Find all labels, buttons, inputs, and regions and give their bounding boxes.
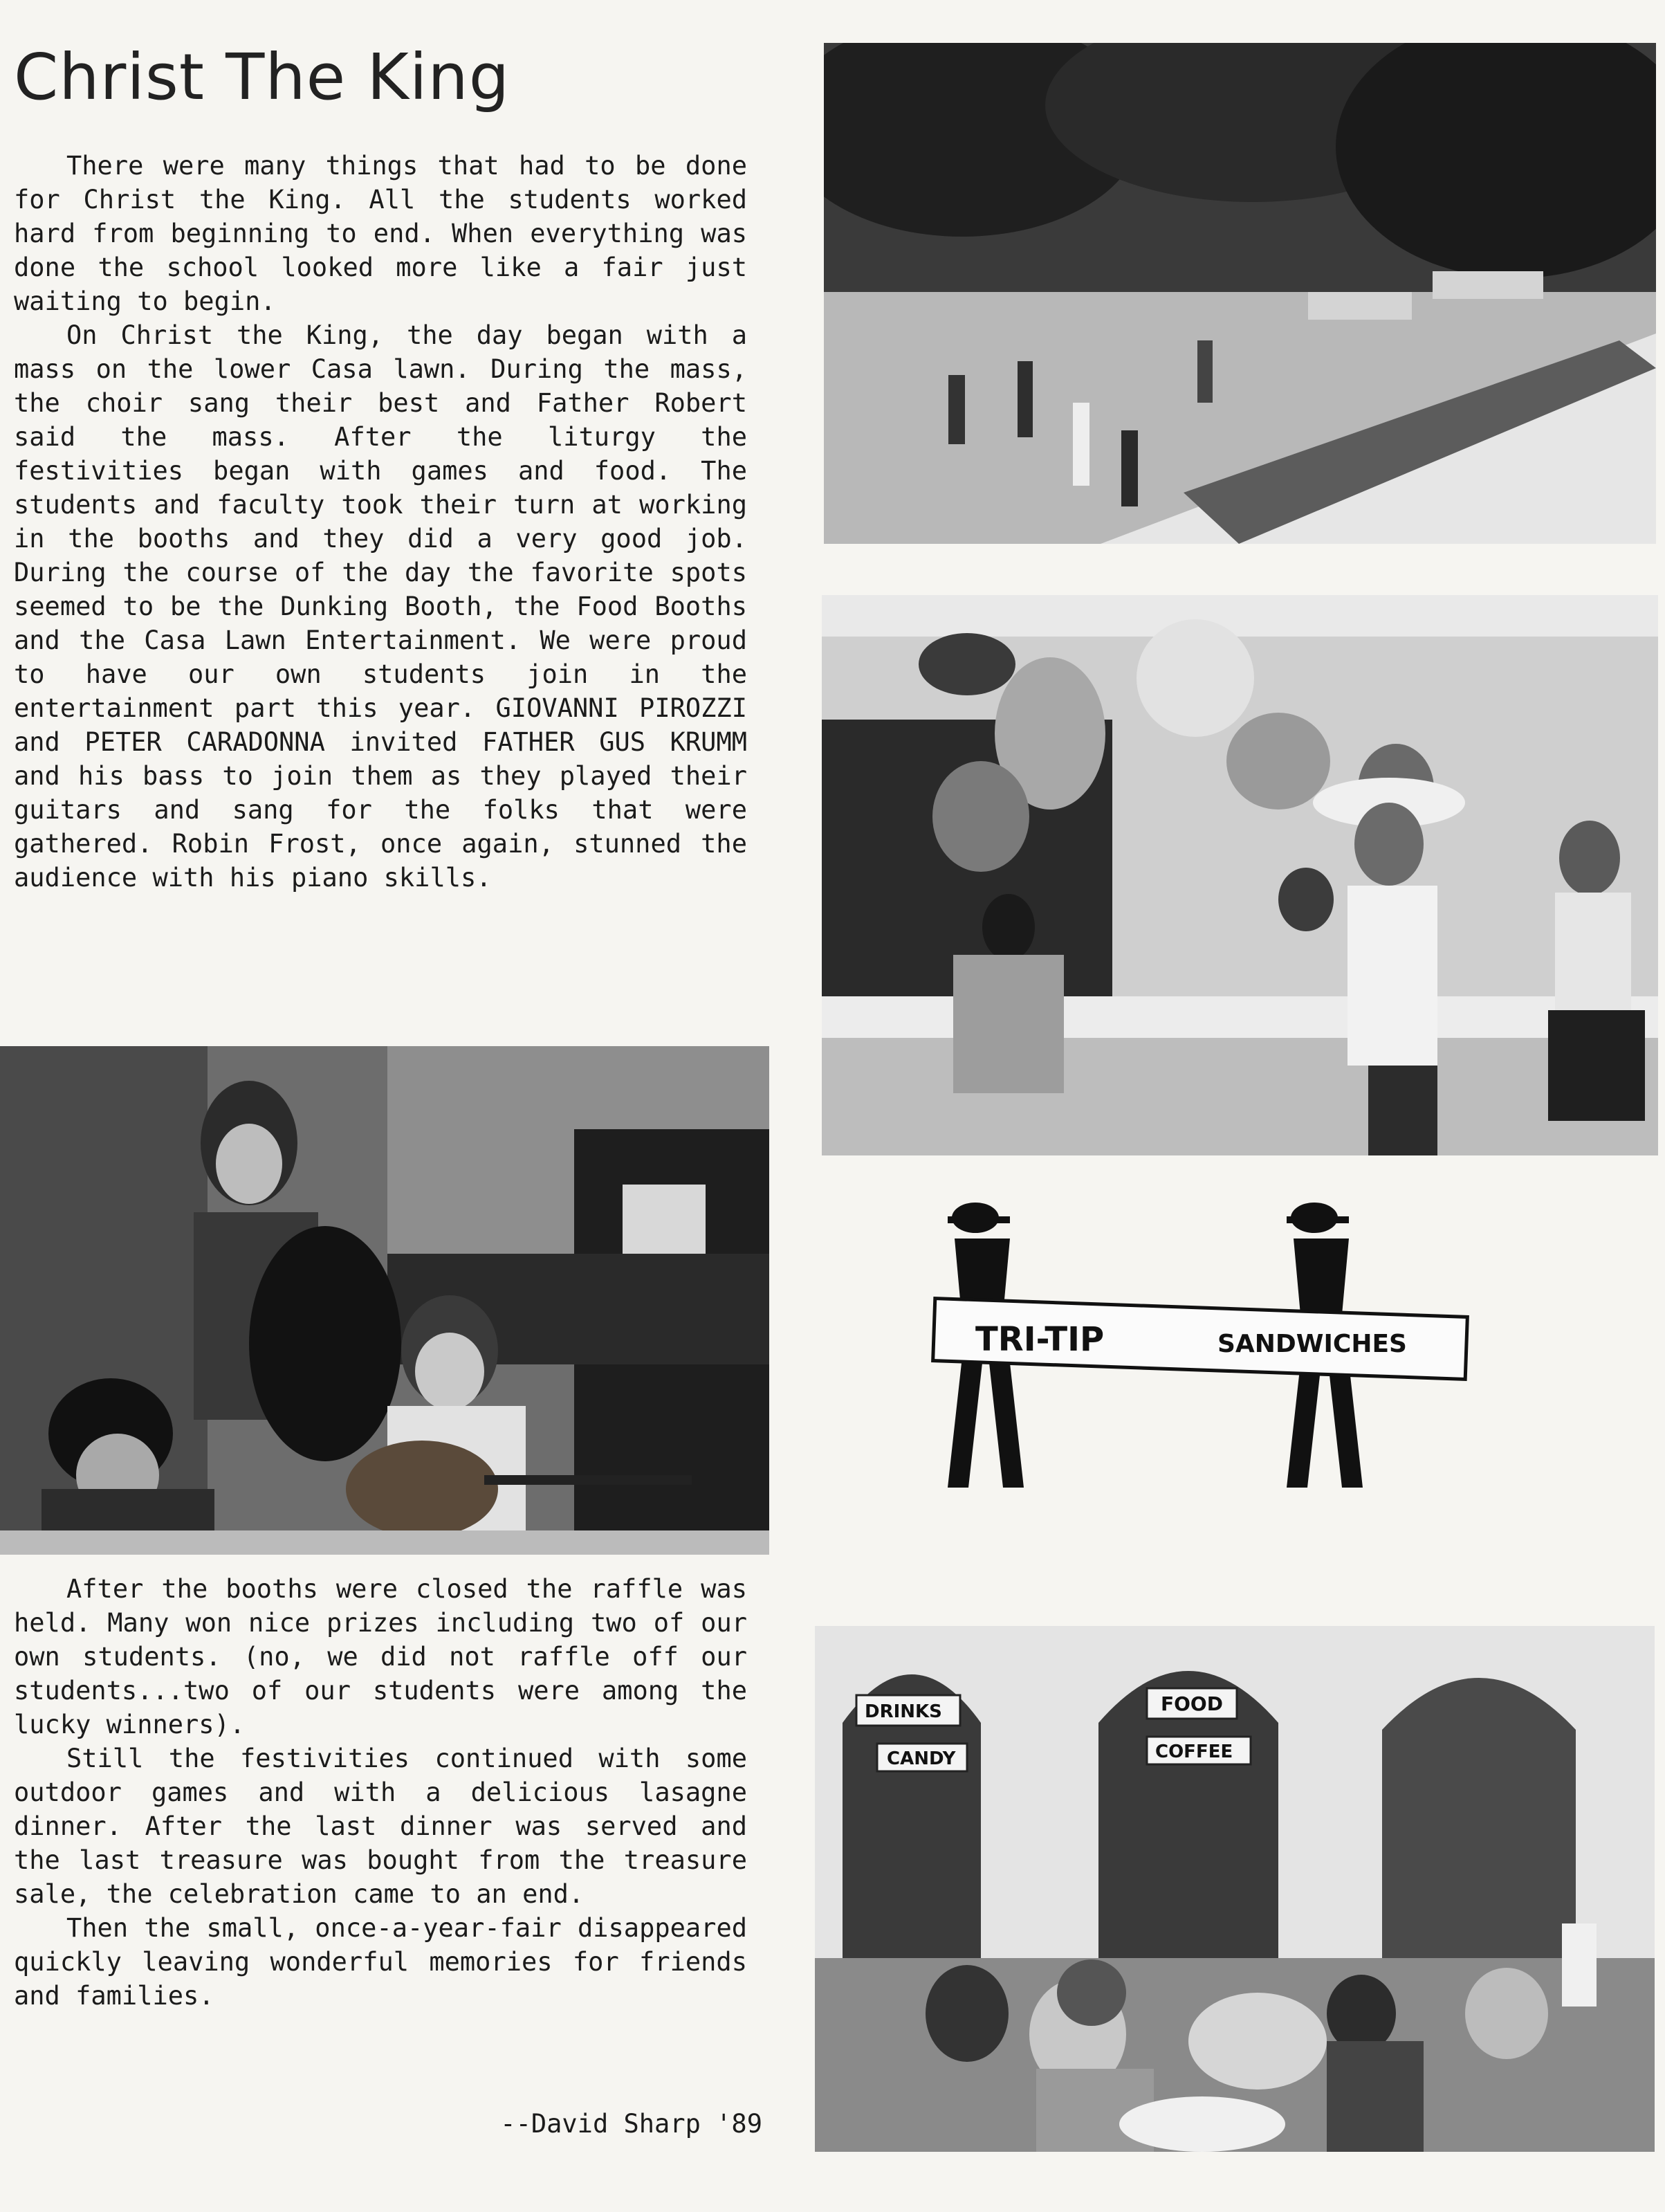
paragraph: There were many things that had to be done for Christ the King. All the students worked hard from beginning to end. When everything was done the school looked more like a fair just waiting to begin. bbox=[14, 151, 747, 316]
sign-text-right: SANDWICHES bbox=[1217, 1330, 1407, 1358]
balloon-booth-photo bbox=[822, 595, 1658, 1155]
booth-sign-coffee: COFFEE bbox=[1155, 1742, 1233, 1762]
paragraph: After the booths were closed the raffle was held. Many won nice prizes including two of our own students. (no, we did not raffle off our students...two of our students were among the lucky winners). bbox=[14, 1574, 747, 1739]
paragraph: Still the festivities continued with some outdoor games and with a delicious lasagne dinner. After the last dinner was served and the last treasure was bought from the treasure sale, the celebration came to an end. bbox=[14, 1744, 747, 1909]
booth-sign-candy: CANDY bbox=[887, 1748, 956, 1769]
author-signature: --David Sharp '89 bbox=[500, 2109, 762, 2139]
musicians-photo bbox=[0, 1046, 769, 1555]
page-title: Christ The King bbox=[14, 40, 510, 114]
booth-sign-drinks: DRINKS bbox=[865, 1701, 942, 1722]
sign-text-left: TRI-TIP bbox=[975, 1320, 1105, 1359]
sandwich-sign-graphic bbox=[927, 1190, 1480, 1522]
paragraph: Then the small, once-a-year-fair disappeared quickly leaving wonderful memories for friends and families. bbox=[14, 1913, 747, 2011]
courtyard-photo bbox=[824, 43, 1656, 544]
paragraph: On Christ the King, the day began with a mass on the lower Casa lawn. During the mass, the choir sang their best and Father Robert said the mass. After the liturgy the festivities began with games and food. The students and faculty took their turn at working in the booths and they did a very good job. During the course of the day the favorite spots seemed to be the Dunking Booth, the Food Booths and the Casa Lawn Entertainment. We were proud to have our own students join in the entertainment part this year. GIOVANNI PIROZZI and PETER CARADONNA invited FATHER GUS KRUMM and his bass to join them as they played their guitars and sang for the folks that were gathered. Robin Frost, once again, stunned the audience with his piano skills. bbox=[14, 320, 747, 893]
article-body-top bbox=[14, 149, 747, 895]
food-booths-photo bbox=[815, 1626, 1655, 2152]
booth-sign-food: FOOD bbox=[1161, 1692, 1223, 1715]
article-body-bottom bbox=[14, 1572, 747, 2013]
